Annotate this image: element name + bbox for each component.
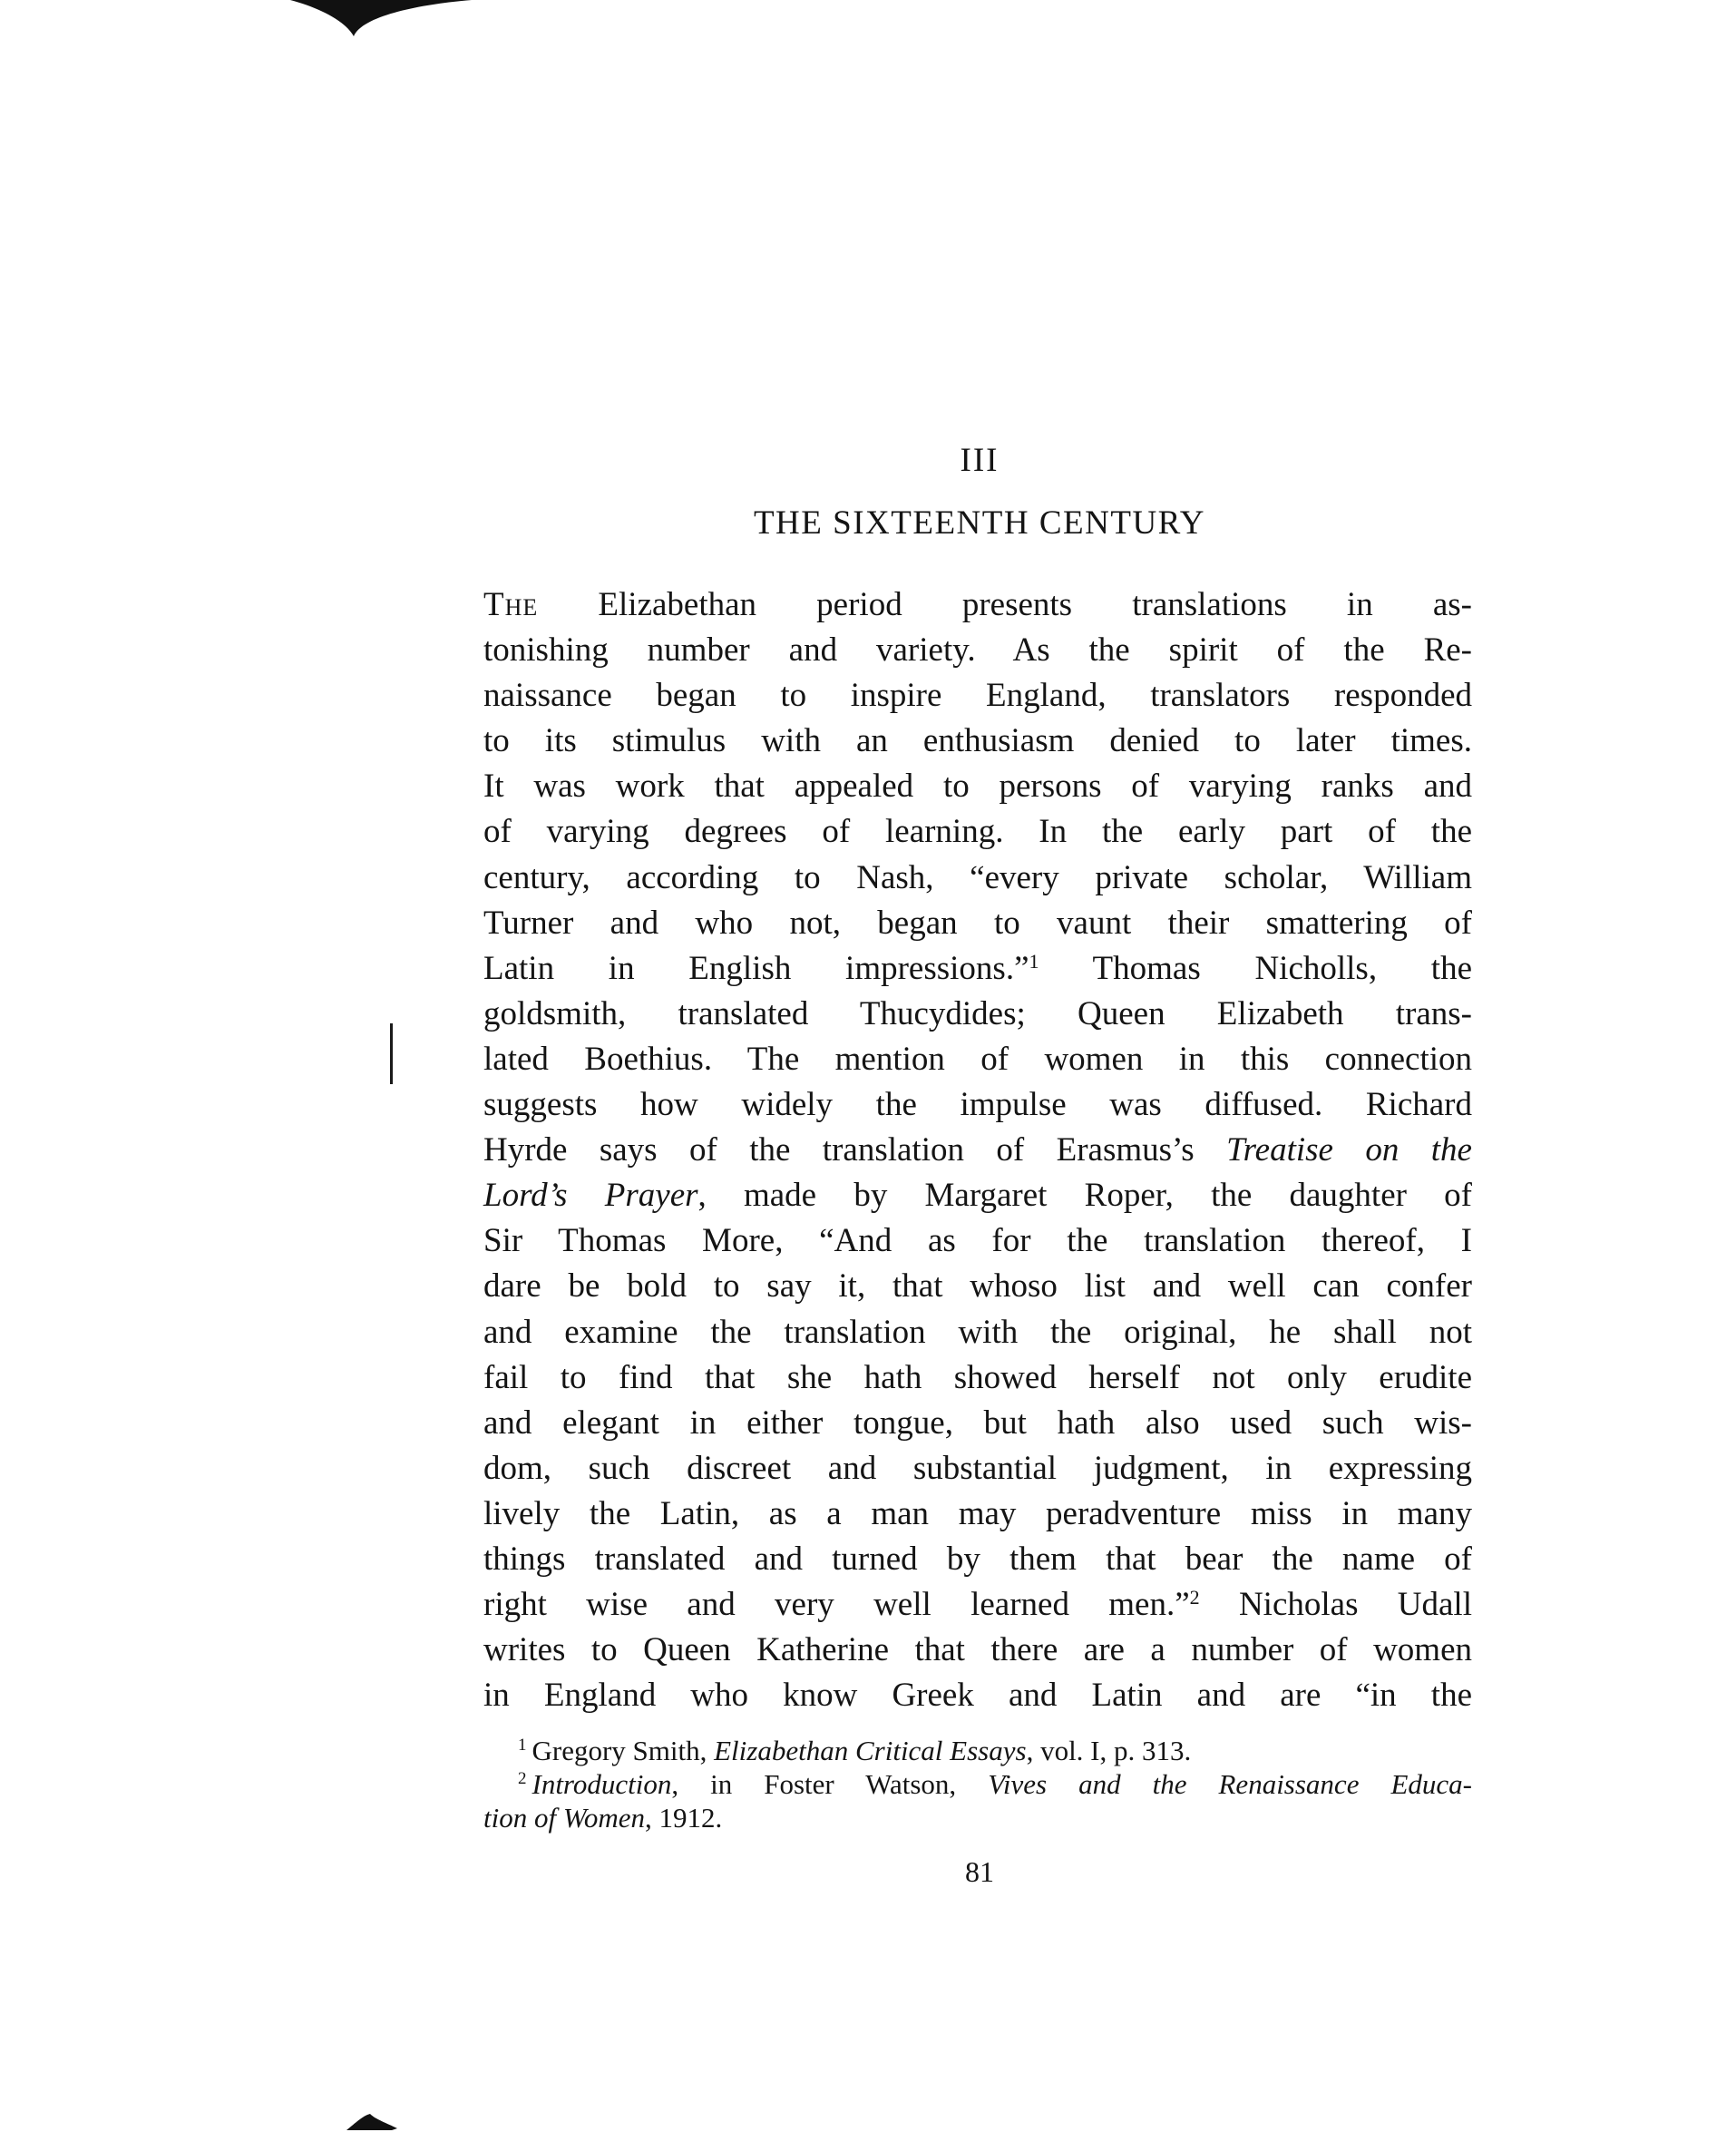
text-line: things translated and turned by them that bear the name of <box>483 1540 1472 1578</box>
text-line: of varying degrees of learning. In the early part of the <box>483 813 1472 851</box>
text-line: to its stimulus with an enthusiasm denied to later times. <box>483 722 1472 760</box>
text-line: tonishing number and variety. As the spirit of the Re- <box>483 631 1472 670</box>
chapter-number: III <box>960 442 1000 479</box>
text-line: fail to find that she hath showed herself not only erudite <box>483 1358 1472 1396</box>
text-line: The Elizabethan period presents translations in as- <box>483 586 1472 623</box>
text-line: in England who know Greek and Latin and are “in the <box>483 1677 1472 1715</box>
text-line: and elegant in either tongue, but hath also used such wis- <box>483 1404 1472 1442</box>
text-line: lated Boethius. The mention of women in this connection <box>483 1040 1472 1078</box>
text-line: It was work that appealed to persons of varying ranks and <box>483 768 1472 806</box>
chapter-title: THE SIXTEENTH CENTURY <box>753 504 1206 542</box>
footnotes <box>483 1735 1472 1835</box>
scan-corner-mark-icon <box>346 2112 397 2132</box>
scan-corner-mark-icon <box>290 0 472 45</box>
text-line: and examine the translation with the original, he shall not <box>483 1313 1472 1351</box>
text-line: dare be bold to say it, that whoso list and well can confer <box>483 1267 1472 1306</box>
text-line: writes to Queen Katherine that there are a number of women <box>483 1631 1472 1669</box>
text-line: century, according to Nash, “every private scholar, William <box>483 858 1472 896</box>
footnote-ref: 2 <box>1189 1586 1200 1609</box>
text-line: Latin in English impressions.”$^1$ Thomas Nicholls, the <box>483 949 1472 987</box>
footnote-1: $^1$ Gregory Smith, Elizabethan Critical Essays, vol. I, p. 313. <box>518 1735 1192 1766</box>
text-line: dom, such discreet and substantial judgment, in expressing <box>483 1449 1472 1487</box>
small-caps-lead: The <box>483 586 539 623</box>
text-line: right wise and very well learned men.”$^2$ Nicholas Udall <box>483 1586 1472 1624</box>
text-line: lively the Latin, as a man may peradventure miss in many <box>483 1494 1472 1532</box>
text-line: Turner and who not, began to vaunt their smattering of <box>483 904 1472 942</box>
margin-rule-mark <box>390 1023 393 1084</box>
book-title-italic: Treatise on the <box>1226 1131 1472 1169</box>
text-line: Lord’s Prayer, made by Margaret Roper, the daughter of <box>483 1177 1472 1215</box>
text-line: Hyrde says of the translation of Erasmus’s Treatise on the <box>483 1131 1472 1169</box>
body-text <box>483 582 1472 1718</box>
footnote-2-continuation: tion of Women, 1912. <box>483 1802 723 1834</box>
page-number: 81 <box>965 1855 994 1888</box>
text-line: naissance began to inspire England, translators responded <box>483 677 1472 715</box>
footnote-2: $^2$ Introduction, in Foster Watson, Vives and the Renaissance Educa- <box>518 1768 1472 1800</box>
footnote-mark: 1 <box>518 1736 527 1755</box>
text-line: Sir Thomas More, “And as for the translation thereof, I <box>483 1222 1472 1260</box>
text-line: goldsmith, translated Thucydides; Queen Elizabeth trans- <box>483 994 1472 1032</box>
text-line: suggests how widely the impulse was diffused. Richard <box>483 1086 1472 1124</box>
footnote-mark: 2 <box>518 1769 527 1788</box>
footnote-ref: 1 <box>1029 949 1039 973</box>
book-title-italic: Lord’s Prayer <box>483 1177 698 1215</box>
